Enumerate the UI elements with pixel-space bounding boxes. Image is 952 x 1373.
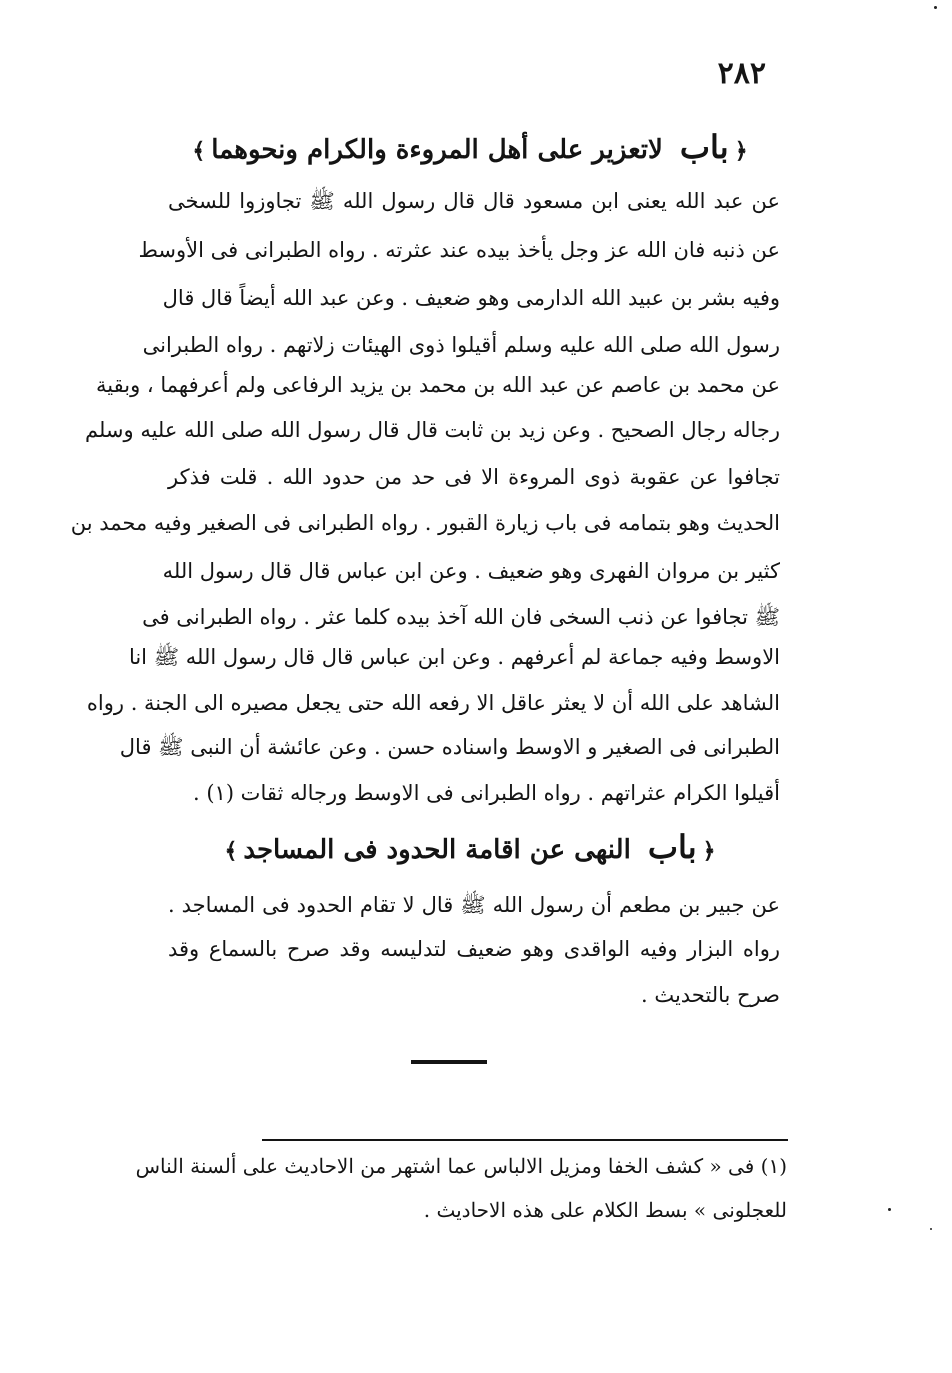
text-line: الحديث وهو بتمامه فى باب زيارة القبور . رواه الطبرانى فى الصغير وفيه محمد بن	[70, 511, 780, 535]
heading-title: النهى عن اقامة الحدود فى المساجد	[243, 835, 631, 865]
text-line: الاوسط وفيه جماعة لم أعرفهم . وعن ابن عباس قال قال رسول الله ﷺ انا	[128, 645, 780, 669]
text-line: أقيلوا الكرام عثراتهم . رواه الطبرانى فى الاوسط ورجاله ثقات (١) .	[192, 781, 780, 805]
heading-bab-word: باب	[647, 828, 697, 866]
heading-ornament-right: ﴿	[702, 838, 716, 864]
text-line: رواه البزار وفيه الواقدى وهو ضعيف لتدليسه وقد صرح بالسماع وقد	[168, 937, 780, 961]
text-line: ﷺ تجافوا عن ذنب السخى فان الله آخذ بيده كلما عثر . رواه الطبرانى فى	[142, 605, 780, 629]
footnote-rule	[262, 1139, 788, 1141]
text-line: رجاله رجال الصحيح . وعن زيد بن ثابت قال قال رسول الله صلى الله عليه وسلم	[84, 418, 780, 442]
heading-ornament-right: ﴿	[734, 138, 748, 164]
text-line: عن محمد بن عاصم عن عبد الله بن محمد بن يزيد الرفاعى ولم أعرفهما ، وبقية	[96, 373, 780, 397]
heading-ornament-left: ﴾	[192, 138, 206, 164]
section-heading-1	[150, 128, 790, 166]
text-line: الشاهد على الله أن لا يعثر عاقل الا رفعه الله حتى يجعل مصيره الى الجنة . رواه	[86, 691, 780, 715]
text-line: رسول الله صلى الله عليه وسلم أقيلوا ذوى الهيئات زلاتهم . رواه الطبرانى	[142, 333, 780, 357]
text-line: عن عبد الله يعنى ابن مسعود قال قال رسول الله ﷺ تجاوزوا للسخى	[168, 189, 780, 213]
section-separator	[411, 1060, 487, 1064]
page-number: ٢٨٢	[717, 56, 766, 91]
scan-speck	[934, 6, 937, 9]
text-line: وفيه بشر بن عبيد الله الدارمى وهو ضعيف . وعن عبد الله أيضاً قال قال	[162, 286, 780, 310]
text-line: الطبرانى فى الصغير و الاوسط واسناده حسن . وعن عائشة أن النبى ﷺ قال	[119, 735, 780, 759]
text-line: كثير بن مروان الفهرى وهو ضعيف . وعن ابن عباس قال قال رسول الله	[162, 559, 780, 583]
text-line: عن ذنبه فان الله عز وجل يأخذ بيده عند عثرته . رواه الطبرانى فى الأوسط	[138, 238, 780, 262]
scan-speck	[930, 1228, 932, 1230]
heading-title: لاتعزير على أهل المروءة والكرام ونحوهما	[211, 135, 663, 165]
scan-speck	[888, 1208, 891, 1211]
text-line: صرح بالتحديث .	[640, 983, 780, 1007]
footnote-line: للعجلونى » بسط الكلام على هذه الاحاديث .	[423, 1198, 787, 1222]
footnote-line: (١) فى « كشف الخفا ومزيل الالباس عما اشتهر من الاحاديث على ألسنة الناس	[135, 1154, 787, 1178]
text-line: عن جبير بن مطعم أن رسول الله ﷺ قال لا تقام الحدود فى المساجد .	[168, 893, 780, 917]
text-line: تجافوا عن عقوبة ذوى المروءة الا فى حد من حدود الله . قلت فذكر	[168, 465, 780, 489]
section-heading-2	[150, 828, 790, 866]
heading-bab-word: باب	[679, 128, 729, 166]
heading-ornament-left: ﴾	[224, 838, 238, 864]
